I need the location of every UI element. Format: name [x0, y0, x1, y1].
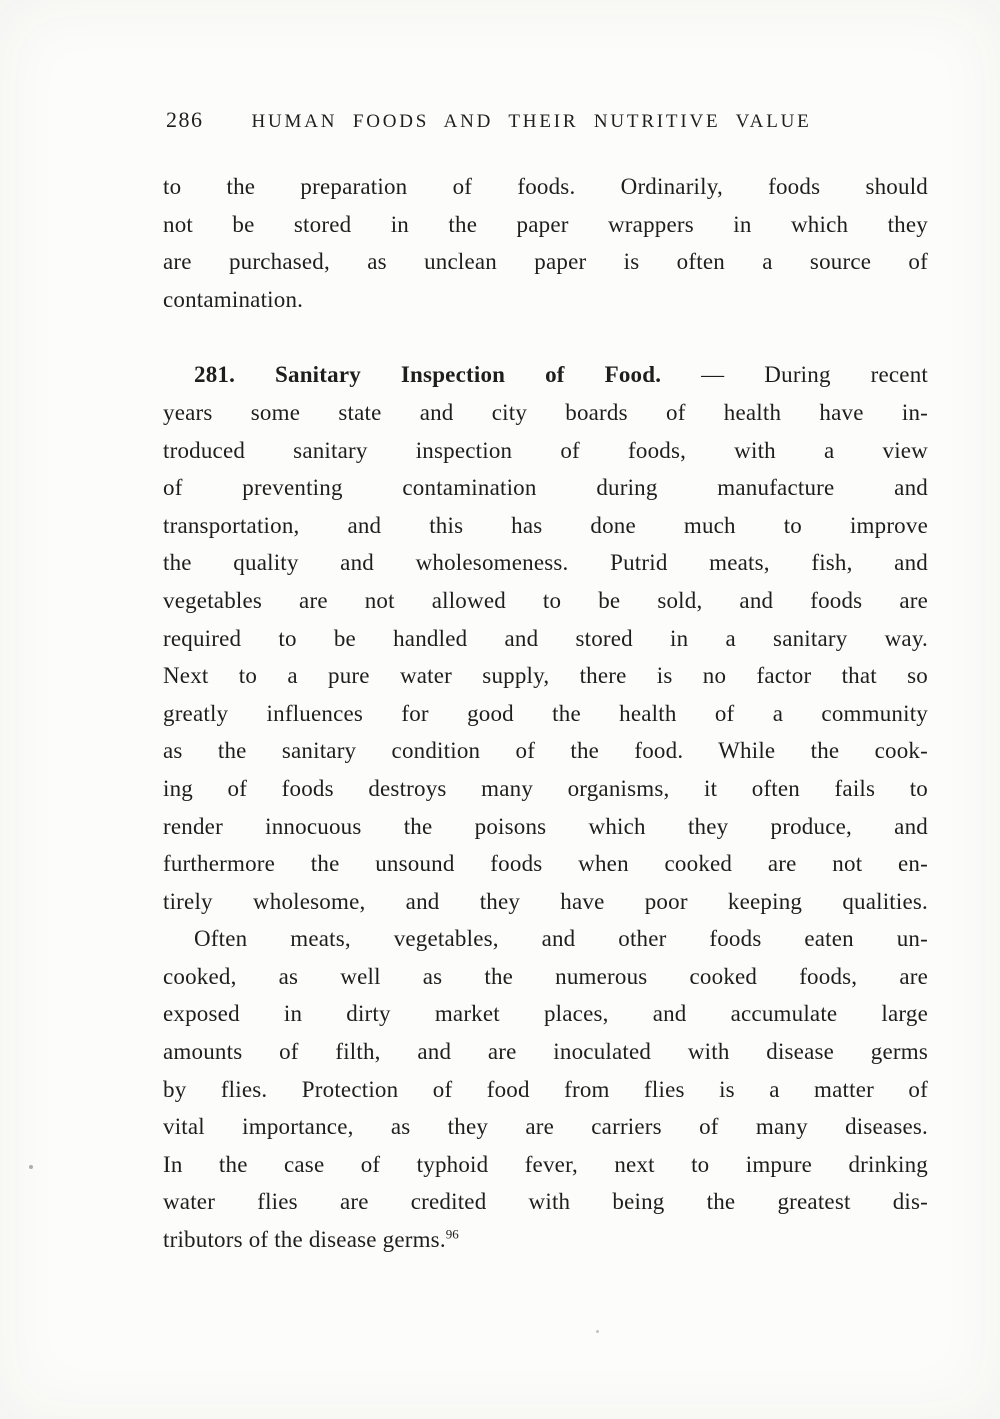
- text-line: contamination.: [163, 286, 304, 312]
- paragraph-section-281: [163, 356, 928, 920]
- footnote-reference: 96: [445, 1226, 459, 1242]
- text-line-text: tributors of the disease germs.: [163, 1227, 446, 1253]
- text-line: vital importance, as they are carriers of many diseases.: [163, 1114, 928, 1140]
- text-line: required to be handled and stored in a sanitary way.: [163, 625, 928, 651]
- text-line: amounts of filth, and are inoculated with disease germs: [163, 1039, 928, 1065]
- section-heading: 281. Sanitary Inspection of Food.: [194, 362, 662, 388]
- text-line: the quality and wholesomeness. Putrid meats, fish, and: [163, 550, 928, 576]
- text-line: years some state and city boards of health have in-: [163, 399, 928, 425]
- text-line: not be stored in the paper wrappers in which they: [163, 211, 928, 237]
- text-line: tirely wholesome, and they have poor keeping qualities.: [163, 888, 928, 914]
- text-line: as the sanitary condition of the food. While the cook-: [163, 738, 928, 764]
- text-line: of preventing contamination during manufacture and: [163, 475, 928, 501]
- text-line: troduced sanitary inspection of foods, with a view: [163, 437, 928, 463]
- paragraph-continuation: [163, 168, 928, 318]
- section-heading-tail: — During recent: [661, 362, 928, 388]
- text-line: ing of foods destroys many organisms, it often fails to: [163, 775, 928, 801]
- scan-artifact-dot: [596, 1330, 599, 1333]
- text-line: exposed in dirty market places, and accumulate large: [163, 1001, 928, 1027]
- page-number: 286: [166, 107, 204, 132]
- text-line: water flies are credited with being the greatest dis-: [163, 1189, 928, 1215]
- text-line: furthermore the unsound foods when cooked are not en-: [163, 851, 928, 877]
- running-title: HUMAN FOODS AND THEIR NUTRITIVE VALUE: [251, 111, 812, 132]
- page-body: [163, 168, 928, 1259]
- text-line: cooked, as well as the numerous cooked foods, are: [163, 963, 928, 989]
- paragraph-lines: [163, 920, 928, 1221]
- text-line: [163, 1221, 928, 1259]
- text-line: Often meats, vegetables, and other foods eaten un-: [194, 926, 928, 952]
- paragraph-lines: [163, 168, 928, 281]
- scan-artifact-dot: [29, 1165, 33, 1169]
- text-line: transportation, and this has done much to improve: [163, 512, 928, 538]
- paragraph-flies: [163, 920, 928, 1258]
- text-line: to the preparation of foods. Ordinarily, foods should: [163, 174, 928, 199]
- text-line: In the case of typhoid fever, next to impure drinking: [163, 1151, 928, 1177]
- page-header: [166, 107, 928, 133]
- text-line: vegetables are not allowed to be sold, and foods are: [163, 587, 928, 613]
- text-line: Next to a pure water supply, there is no factor that so: [163, 663, 928, 689]
- text-line: are purchased, as unclean paper is often a source of: [163, 249, 928, 275]
- section-heading-line: [163, 356, 928, 394]
- text-line: greatly influences for good the health of a community: [163, 700, 928, 726]
- text-line: render innocuous the poisons which they produce, and: [163, 813, 928, 839]
- text-line: by flies. Protection of food from flies is a matter of: [163, 1076, 928, 1102]
- paragraph-lines: [163, 394, 928, 920]
